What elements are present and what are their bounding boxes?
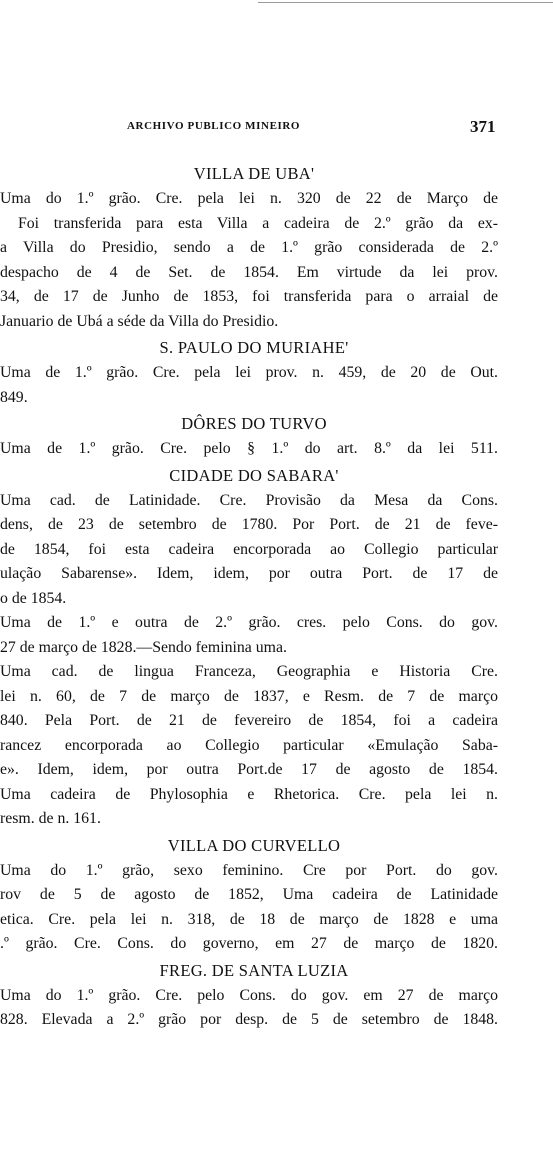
text-line: 828. Elevada a 2.º grão por desp. de 5 de setembro de 1848. <box>0 1011 498 1028</box>
section-heading: VILLA DE UBA' <box>193 164 315 183</box>
text-line: dens, de 23 de setembro de 1780. Por Port. de 21 de feve- <box>0 516 498 533</box>
section-heading: VILLA DO CURVELLO <box>167 835 341 855</box>
section-heading: S. PAULO DO MURIAHE' <box>159 338 349 357</box>
text-line: e». Idem, idem, por outra Port.de 17 de agosto de 1854. <box>0 761 498 778</box>
text-line: rov de 5 de agosto de 1852, Uma cadeira de Latinidade <box>0 886 498 903</box>
text-line: 27 de março de 1828.—Sendo feminina uma. <box>0 638 287 656</box>
text-line: 849. <box>0 388 28 406</box>
top-edge-rule <box>258 2 553 3</box>
text-line: de 1854, foi esta cadeira encorporada ao Collegio particular <box>0 540 498 558</box>
page-number: 371 <box>470 117 496 136</box>
section-heading: DÔRES DO TURVO <box>181 414 327 433</box>
text-line: o de 1854. <box>0 589 67 607</box>
text-line: .º grão. Cre. Cons. do governo, em 27 de março de 1820. <box>0 935 498 952</box>
text-line: Uma cad. de lingua Franceza, Geographia e Historia Cre. <box>0 663 498 680</box>
text-line: etica. Cre. pela lei n. 318, de 18 de março de 1828 e uma <box>0 910 498 928</box>
text-line: Uma de 1.º grão. Cre. pelo § 1.º do art. 8.º da lei 511. <box>0 440 498 457</box>
text-line: Foi transferida para esta Villa a cadeira de 2.º grão da ex- <box>18 214 498 232</box>
text-line: rancez encorporada ao Collegio particular «Emulação Saba- <box>0 736 498 754</box>
text-line: despacho de 4 de Set. de 1854. Em virtude da lei prov. <box>0 263 498 281</box>
text-line: Uma do 1.º grão. Cre. pela lei n. 320 de 22 de Março de <box>0 190 498 207</box>
page-header <box>0 117 553 140</box>
text-line: Uma de 1.º grão. Cre. pela lei prov. n. 459, de 20 de Out. <box>0 364 498 381</box>
text-line: 34, de 17 de Junho de 1853, foi transferida para o arraial de <box>0 288 498 305</box>
text-line: 840. Pela Port. de 21 de fevereiro de 1854, foi a cadeira <box>0 712 498 729</box>
text-line: ulação Sabarense». Idem, idem, por outra Port. de 17 de <box>0 565 498 582</box>
text-line: Uma do 1.º grão. Cre. pelo Cons. do gov. em 27 de março <box>0 986 498 1004</box>
section-heading: FREG. DE SANTA LUZIA <box>159 960 349 980</box>
text-line: Januario de Ubá a séde da Villa do Presidio. <box>0 312 279 330</box>
page-body <box>0 160 553 1033</box>
text-line: lei n. 60, de 7 de março de 1837, e Resm. de 7 de março <box>0 687 498 705</box>
text-line: Uma cad. de Latinidade. Cre. Provisão da Mesa da Cons. <box>0 491 498 509</box>
section-heading: CIDADE DO SABARA' <box>169 465 339 485</box>
text-line: a Villa do Presidio, sendo a de 1.º grão considerada de 2.º <box>0 239 498 256</box>
text-line: Uma do 1.º grão, sexo feminino. Cre por Port. do gov. <box>0 861 498 879</box>
text-line: Uma cadeira de Phylosophia e Rhetorica. Cre. pela lei n. <box>0 785 498 803</box>
running-head: ARCHIVO PUBLICO MINEIRO <box>127 120 301 132</box>
text-line: Uma de 1.º e outra de 2.º grão. cres. pelo Cons. do gov. <box>0 614 498 631</box>
text-line: resm. de n. 161. <box>0 810 101 827</box>
